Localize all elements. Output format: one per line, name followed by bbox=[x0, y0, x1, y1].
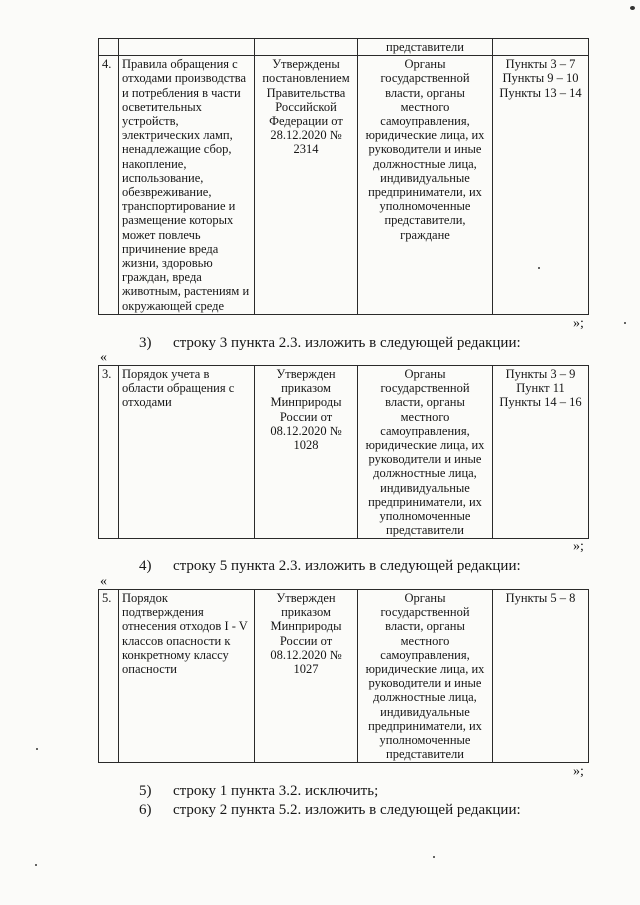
scan-speck bbox=[630, 6, 635, 10]
instruction-item-5 bbox=[139, 783, 378, 800]
instruction-item-3 bbox=[139, 335, 521, 352]
closing-quote: »; bbox=[573, 316, 584, 331]
scan-speck bbox=[538, 267, 540, 269]
scan-speck bbox=[35, 864, 37, 866]
instruction-number: 3) bbox=[139, 335, 152, 351]
cell-approval: Утвержден приказом Минприроды России от 08.12.2020 № 1028 bbox=[255, 366, 358, 539]
cell-points: Пункты 5 – 8 bbox=[493, 590, 589, 763]
cell-name-empty bbox=[119, 39, 255, 56]
cell-num: 3. bbox=[99, 366, 119, 539]
cell-num-empty bbox=[99, 39, 119, 56]
closing-quote: »; bbox=[573, 539, 584, 554]
cell-name: Правила обращения с отходами производства и потребления в части осветительных устройств, электрических ламп, ненадлежащие сбор, накопление, использование, обезвреживание, транспортирование и размещение которых может повлечь причинение вреда жизни, здоровью граждан, вреда животным, растениям и окружающей среде bbox=[119, 56, 255, 315]
cell-name: Порядок подтверждения отнесения отходов I - V классов опасности к конкретному классу опасности bbox=[119, 590, 255, 763]
opening-quote: « bbox=[100, 574, 107, 589]
cell-addressees: Органы государственной власти, органы местного самоуправления, юридические лица, их руководители и иные должностные лица, индивидуальные предприниматели, их уполномоченные представители, граждане bbox=[358, 56, 493, 315]
cell-num: 5. bbox=[99, 590, 119, 763]
instruction-number: 4) bbox=[139, 558, 152, 574]
instruction-text: строку 1 пункта 3.2. исключить; bbox=[173, 783, 379, 799]
instruction-item-4 bbox=[139, 558, 521, 575]
cell-points-empty bbox=[493, 39, 589, 56]
amendment-table-row-3 bbox=[98, 365, 589, 539]
scan-speck bbox=[624, 322, 626, 324]
amendment-table-row-4 bbox=[98, 38, 589, 315]
cell-points: Пункты 3 – 7 Пункты 9 – 10 Пункты 13 – 14 bbox=[493, 56, 589, 315]
instruction-item-6 bbox=[139, 802, 521, 819]
closing-quote: »; bbox=[573, 764, 584, 779]
cell-points: Пункты 3 – 9 Пункт 11 Пункты 14 – 16 bbox=[493, 366, 589, 539]
table-row bbox=[99, 590, 589, 763]
amendment-table-row-5 bbox=[98, 589, 589, 763]
table-row-continuation bbox=[99, 39, 589, 56]
instruction-number: 6) bbox=[139, 802, 152, 818]
table-row bbox=[99, 366, 589, 539]
cell-approval: Утвержден приказом Минприроды России от 08.12.2020 № 1027 bbox=[255, 590, 358, 763]
scan-speck bbox=[36, 748, 38, 750]
cell-name: Порядок учета в области обращения с отходами bbox=[119, 366, 255, 539]
cell-num: 4. bbox=[99, 56, 119, 315]
cell-addressees: Органы государственной власти, органы местного самоуправления, юридические лица, их руководители и иные должностные лица, индивидуальные предприниматели, их уполномоченные представители bbox=[358, 590, 493, 763]
instruction-number: 5) bbox=[139, 783, 152, 799]
opening-quote: « bbox=[100, 350, 107, 365]
scan-speck bbox=[433, 856, 435, 858]
instruction-text: строку 5 пункта 2.3. изложить в следующей редакции: bbox=[173, 558, 521, 574]
cell-addressees: представители bbox=[358, 39, 493, 56]
table-row bbox=[99, 56, 589, 315]
cell-approval-empty bbox=[255, 39, 358, 56]
cell-addressees: Органы государственной власти, органы местного самоуправления, юридические лица, их руководители и иные должностные лица, индивидуальные предприниматели, их уполномоченные представители bbox=[358, 366, 493, 539]
cell-approval: Утверждены постановлением Правительства Российской Федерации от 28.12.2020 № 2314 bbox=[255, 56, 358, 315]
instruction-text: строку 2 пункта 5.2. изложить в следующей редакции: bbox=[173, 802, 521, 818]
instruction-text: строку 3 пункта 2.3. изложить в следующей редакции: bbox=[173, 335, 521, 351]
